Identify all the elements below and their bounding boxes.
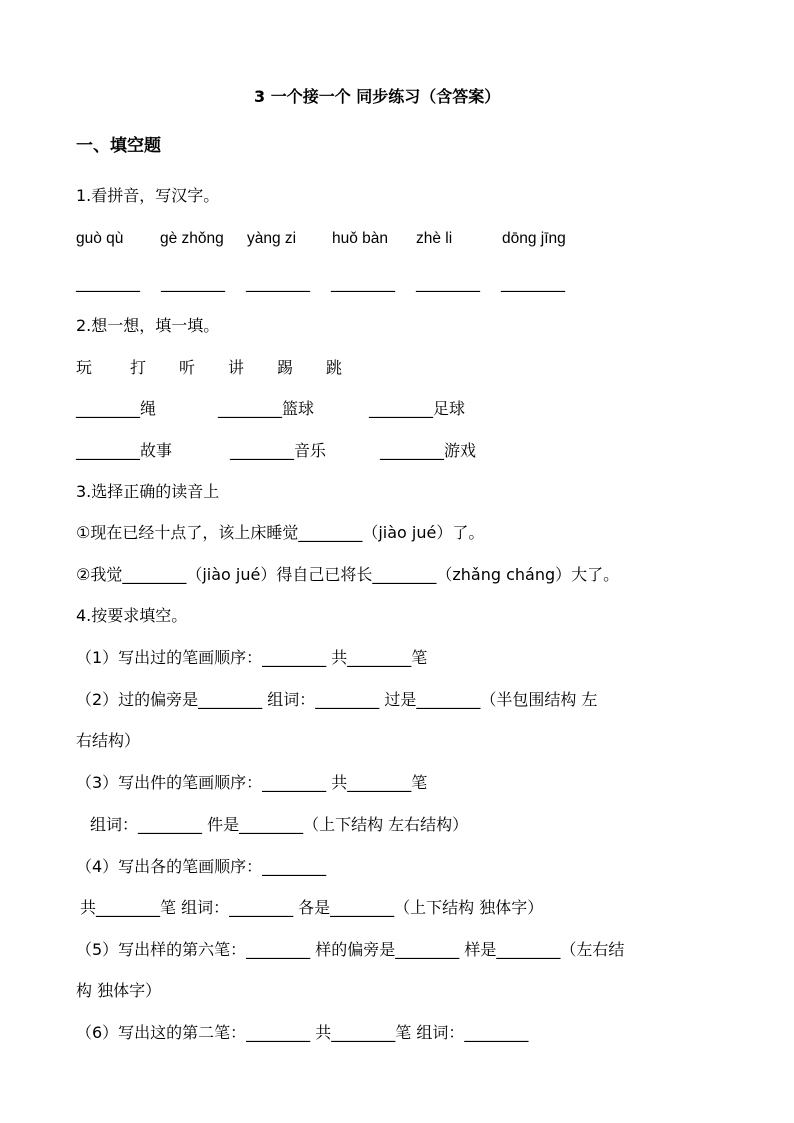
question-1-heading: 1.看拼音，写汉字。 bbox=[76, 186, 220, 205]
char-option-6: 跳 bbox=[326, 358, 343, 377]
question-4-part-6[interactable]: （6）写出这的第二笔：________ 共________笔 组词：________ bbox=[76, 1023, 529, 1042]
section-heading: 一、填空题 bbox=[76, 136, 161, 156]
question-4-part-1[interactable]: （1）写出过的笔画顺序：________ 共________笔 bbox=[76, 648, 428, 667]
question-4-heading: 4.按要求填空。 bbox=[76, 606, 188, 625]
question-3-heading: 3.选择正确的读音上 bbox=[76, 482, 220, 501]
answer-blank-2[interactable]: ________ bbox=[161, 273, 225, 292]
char-option-2: 打 bbox=[130, 358, 147, 377]
fill-item-2[interactable]: ________篮球 bbox=[218, 399, 315, 418]
char-option-1: 玩 bbox=[76, 358, 93, 377]
pinyin-2: gè zhǒng bbox=[160, 230, 224, 247]
fill-item-4[interactable]: ________故事 bbox=[76, 441, 173, 460]
answer-blank-3[interactable]: ________ bbox=[246, 273, 310, 292]
answer-blank-1[interactable]: ________ bbox=[76, 273, 140, 292]
fill-item-1[interactable]: ________绳 bbox=[76, 399, 157, 418]
answer-blank-6[interactable]: ________ bbox=[501, 273, 565, 292]
pinyin-3: yàng zi bbox=[247, 230, 297, 247]
question-4-part-2-cont: 右结构） bbox=[76, 731, 141, 750]
question-4-part-4[interactable]: （4）写出各的笔画顺序：________ bbox=[76, 857, 327, 876]
char-option-3: 听 bbox=[179, 358, 196, 377]
pinyin-1: guò qù bbox=[76, 230, 124, 247]
question-4-part-5[interactable]: （5）写出样的第六笔：________ 样的偏旁是________ 样是________（左右结 bbox=[76, 940, 625, 959]
fill-item-3[interactable]: ________足球 bbox=[369, 399, 466, 418]
fill-item-6[interactable]: ________游戏 bbox=[380, 441, 477, 460]
question-4-part-3[interactable]: （3）写出件的笔画顺序：________ 共________笔 bbox=[76, 773, 428, 792]
pinyin-6: dōng jīng bbox=[502, 230, 566, 247]
answer-blank-4[interactable]: ________ bbox=[331, 273, 395, 292]
question-3-item-2[interactable]: ②我觉________（jiào jué）得自己已将长________（zhǎng cháng）大了。 bbox=[76, 565, 620, 584]
question-4-part-3-cont[interactable]: 组词：________ 件是________（上下结构 左右结构） bbox=[90, 815, 469, 834]
pinyin-5: zhè li bbox=[416, 230, 453, 247]
pinyin-4: huǒ bàn bbox=[332, 230, 389, 247]
char-option-4: 讲 bbox=[228, 358, 245, 377]
question-3-item-1[interactable]: ①现在已经十点了，该上床睡觉________（jiào jué）了。 bbox=[76, 523, 485, 542]
question-2-heading: 2.想一想，填一填。 bbox=[76, 316, 220, 335]
question-4-part-5-cont: 构 独体字） bbox=[76, 981, 162, 1000]
question-4-part-2[interactable]: （2）过的偏旁是________ 组词：________ 过是________（半包围结构 左 bbox=[76, 690, 598, 709]
answer-blank-5[interactable]: ________ bbox=[416, 273, 480, 292]
question-4-part-4-cont[interactable]: 共________笔 组词：________ 各是________（上下结构 独体字） bbox=[80, 898, 544, 917]
fill-item-5[interactable]: ________音乐 bbox=[230, 441, 327, 460]
page-title: 3 一个接一个 同步练习（含答案） bbox=[254, 87, 501, 106]
char-option-5: 踢 bbox=[277, 358, 294, 377]
